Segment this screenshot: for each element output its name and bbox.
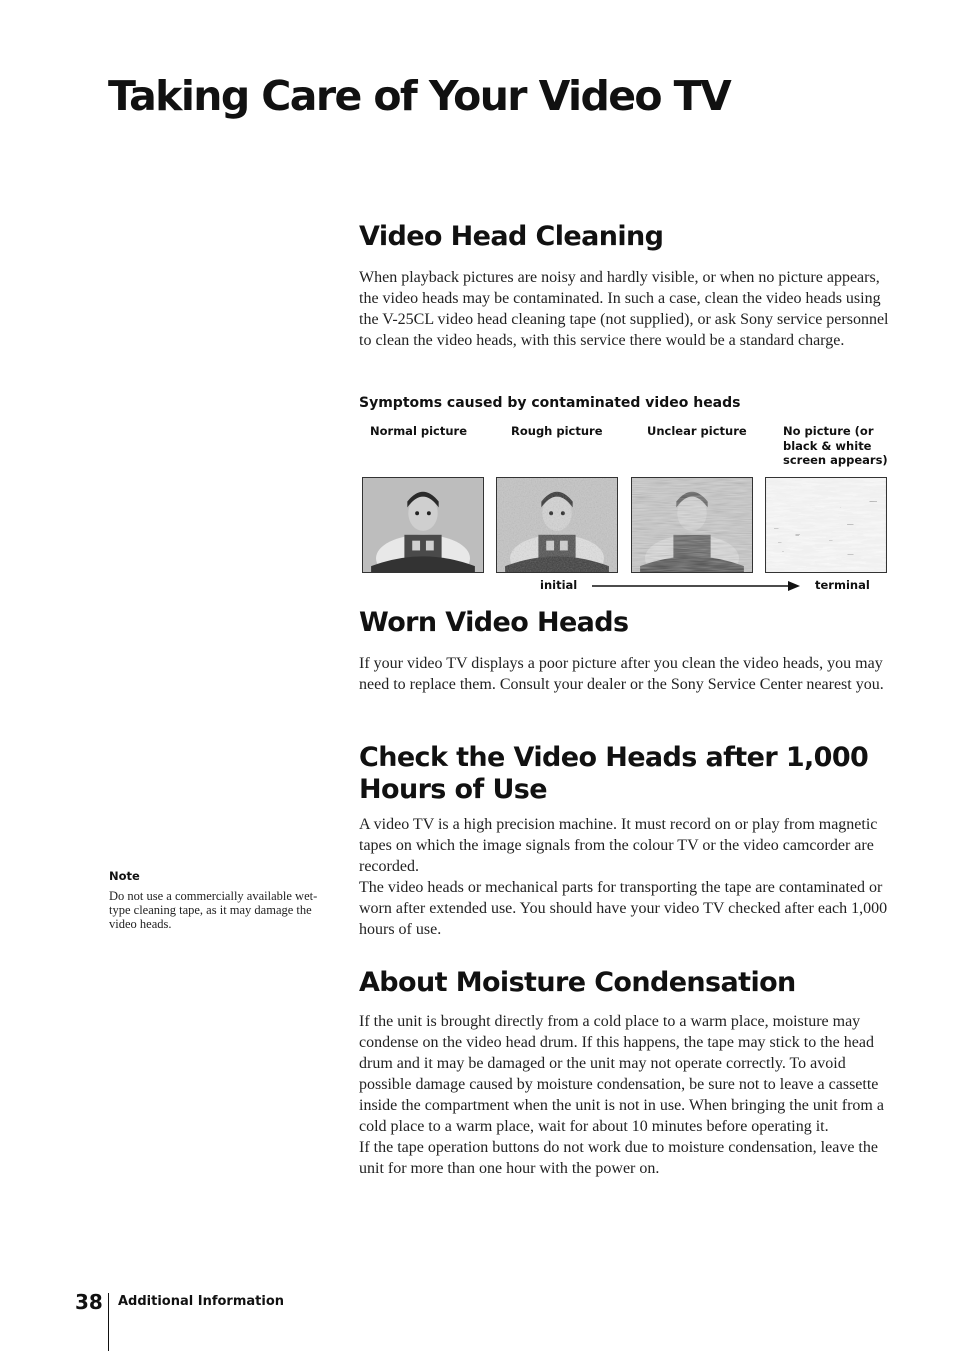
page-number: 38: [75, 1290, 103, 1314]
section-heading: Video Head Cleaning: [359, 221, 664, 252]
note-text: Do not use a commercially available wet-type cleaning tape, as it may damage the video heads.: [109, 889, 318, 931]
symptoms-heading: Symptoms caused by contaminated video heads: [359, 395, 741, 411]
unclear-picture-image: [631, 477, 753, 573]
progression-arrow-icon: [590, 579, 802, 593]
caption-rough-picture: Rough picture: [511, 424, 603, 438]
section-check-video-heads: [359, 742, 899, 940]
section-heading: About Moisture Condensation: [359, 967, 796, 998]
scale-start-label: initial: [540, 578, 578, 592]
section-heading: Check the Video Heads after 1,000 Hours of Use: [359, 742, 869, 805]
scale-end-label: terminal: [815, 578, 870, 592]
section-paragraph: The video heads or mechanical parts for transporting the tape are contaminated or worn after extended use. You should have your video TV checked after each 1,000 hours of use.: [359, 879, 888, 938]
caption-no-picture: No picture (or black & white screen appears): [783, 424, 888, 467]
section-heading: Worn Video Heads: [359, 607, 629, 638]
section-paragraph: If the unit is brought directly from a cold place to a warm place, moisture may condense on the video head drum. If this happens, the tape may stick to the head drum and it may be damaged or the unit may not operate correctly. To avoid possible damage caused by moisture condensation, be sure not to leave a cassette inside the compartment when the unit is not in use. When bringing the unit from a cold place to a warm place, wait for about 10 minutes before operating it.: [359, 1013, 884, 1135]
caption-unclear-picture: Unclear picture: [647, 424, 747, 438]
footer-divider: [108, 1293, 109, 1351]
note-label: Note: [109, 869, 140, 883]
normal-picture-image: [362, 477, 484, 573]
section-worn-video-heads: [359, 607, 899, 695]
section-paragraph: When playback pictures are noisy and hardly visible, or when no picture appears, the video heads may be contaminated. In such a case, clean the video heads using the V-25CL video head cleaning tape (not supplied), or ask Sony service personnel to clean the video heads, with this service there would be a standard charge.: [359, 269, 889, 349]
page-title: Taking Care of Your Video TV: [108, 72, 731, 120]
section-paragraph: A video TV is a high precision machine. It must record on or play from magnetic tapes on which the image signals from the colour TV or the video camcorder are recorded.: [359, 816, 878, 875]
caption-normal-picture: Normal picture: [370, 424, 468, 438]
section-paragraph: If your video TV displays a poor picture after you clean the video heads, you may need to replace them. Consult your dealer or the Sony Service Center nearest you.: [359, 655, 884, 693]
footer-section-name: Additional Information: [118, 1294, 285, 1309]
no-picture-image: [765, 477, 887, 573]
section-paragraph: If the tape operation buttons do not work due to moisture condensation, leave the unit for more than one hour with the power on.: [359, 1139, 878, 1177]
section-moisture-condensation: [359, 967, 899, 1179]
section-video-head-cleaning: [359, 221, 899, 351]
rough-picture-image: [496, 477, 618, 573]
